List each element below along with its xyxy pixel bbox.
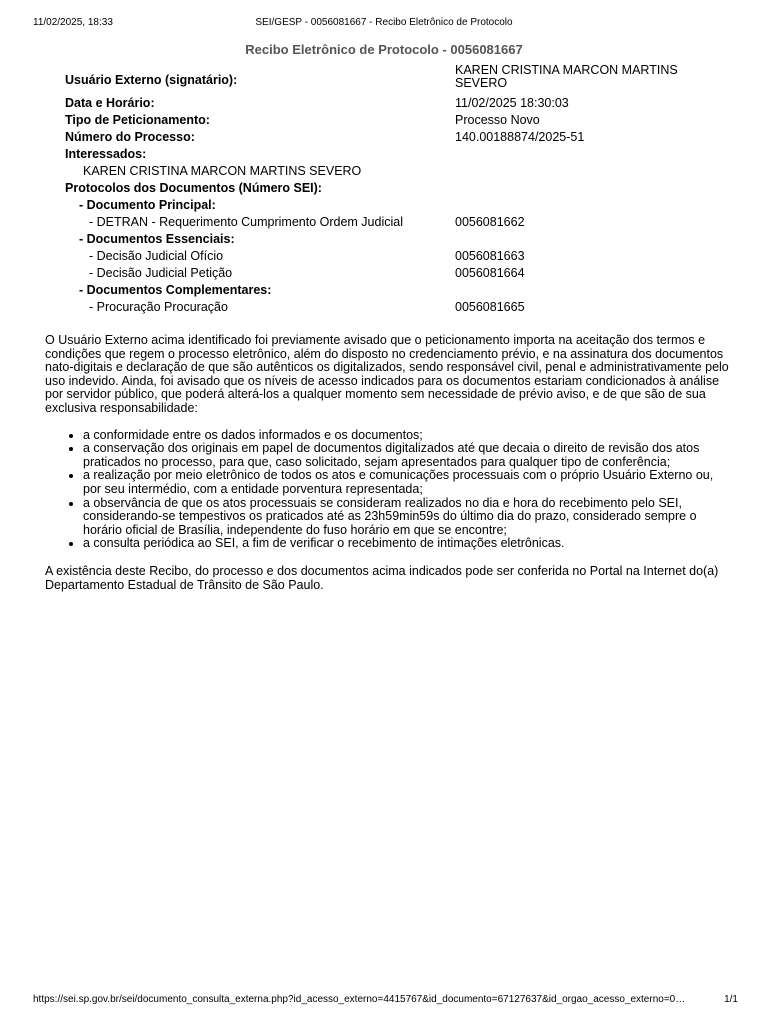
terms-closing: A existência deste Recibo, do processo e dos documentos acima indicados pode ser conferida no Portal na Internet do(a) Departamento Estadual de Trânsito de São Paulo. xyxy=(45,563,719,592)
documentos-essenciais-label: - Documentos Essenciais: xyxy=(79,232,235,246)
processo-label: Número do Processo: xyxy=(65,130,195,144)
documento-principal-label: - Documento Principal: xyxy=(79,198,216,212)
terms-list-item: • a consulta periódica ao SEI, a fim de verificar o recebimento de intimações eletrônicas. xyxy=(83,537,730,551)
processo-value: 140.00188874/2025-51 xyxy=(455,130,585,144)
terms-list-item: • a conservação dos originais em papel de documentos digitalizados até que decaia o direito de revisão dos atos praticados no processo, para que, caso solicitado, sejam apresentados para qualquer tipo de conferência; xyxy=(83,442,730,469)
document-number: 0056081663 xyxy=(455,249,525,263)
document-row xyxy=(65,214,735,231)
documento-principal-heading xyxy=(65,197,735,214)
page-number: 1/1 xyxy=(724,994,738,1005)
signatario-value: KAREN CRISTINA MARCON MARTINS SEVERO xyxy=(455,63,678,90)
document-name: - Procuração Procuração xyxy=(89,300,228,314)
signatario-label: Usuário Externo (signatário): xyxy=(65,73,238,87)
document-row xyxy=(65,299,735,316)
interessado-name: KAREN CRISTINA MARCON MARTINS SEVERO xyxy=(83,164,362,178)
field-row-processo xyxy=(65,129,735,146)
document-name: - Decisão Judicial Petição xyxy=(89,266,233,280)
document-number: 0056081665 xyxy=(455,300,525,314)
documentos-essenciais-heading xyxy=(65,231,735,248)
field-row-interessados xyxy=(65,146,735,163)
receipt-title: Recibo Eletrônico de Protocolo - 0056081667 xyxy=(245,42,523,57)
print-document-title: SEI/GESP - 0056081667 - Recibo Eletrônico de Protocolo xyxy=(255,17,513,28)
documentos-complementares-heading xyxy=(65,282,735,299)
field-row-data xyxy=(65,95,735,112)
interessados-label: Interessados: xyxy=(65,147,147,161)
receipt-info-table xyxy=(65,64,735,316)
tipo-label: Tipo de Peticionamento: xyxy=(65,113,210,127)
terms-intro: O Usuário Externo acima identificado foi previamente avisado que o peticionamento importa na aceitação dos termos e condições que regem o processo eletrônico, além do disposto no credenciamento prévio, e na assinatura dos documentos nato-digitais e declaração de que são autênticos os digitalizados, sendo responsável civil, penal e administrativamente pelo uso indevido. Ainda, foi avisado que os níveis de acesso indicados para os documentos estariam condicionados à análise por servidor público, que poderá alterá-los a qualquer momento sem necessidade de prévio aviso, e de que são de sua exclusiva responsabilidade: xyxy=(45,333,729,415)
document-name: - Decisão Judicial Ofício xyxy=(89,249,224,263)
document-number: 0056081662 xyxy=(455,215,525,229)
tipo-value: Processo Novo xyxy=(455,113,540,127)
data-value: 11/02/2025 18:30:03 xyxy=(455,96,569,110)
field-row-signatario xyxy=(65,64,735,95)
receipt-terms xyxy=(45,334,730,592)
terms-list-item: • a realização por meio eletrônico de todos os atos e comunicações processuais com o próprio Usuário Externo ou, por seu intermédio, com a entidade porventura representada; xyxy=(83,469,730,496)
print-url: https://sei.sp.gov.br/sei/documento_consulta_externa.php?id_acesso_externo=4415767&id_documento=67127637&id_orgao_acesso_externo=0… xyxy=(33,994,686,1005)
document-row xyxy=(65,248,735,265)
field-row-tipo xyxy=(65,112,735,129)
interessado-row xyxy=(65,163,735,180)
field-row-protocolos xyxy=(65,180,735,197)
document-name: - DETRAN - Requerimento Cumprimento Ordem Judicial xyxy=(89,215,403,229)
terms-list xyxy=(45,429,730,551)
print-datetime: 11/02/2025, 18:33 xyxy=(33,17,113,28)
data-label: Data e Horário: xyxy=(65,96,155,110)
documentos-complementares-label: - Documentos Complementares: xyxy=(79,283,272,297)
document-row xyxy=(65,265,735,282)
document-number: 0056081664 xyxy=(455,266,525,280)
terms-list-item: • a observância de que os atos processuais se consideram realizados no dia e hora do recebimento pelo SEI, considerando-se tempestivos os praticados até as 23h59min59s do último dia do prazo, considerado sempre o horário oficial de Brasília, independente do fuso horário em que se encontre; xyxy=(83,497,730,538)
protocolos-label: Protocolos dos Documentos (Número SEI): xyxy=(65,181,322,195)
terms-list-item: • a conformidade entre os dados informados e os documentos; xyxy=(83,429,730,443)
